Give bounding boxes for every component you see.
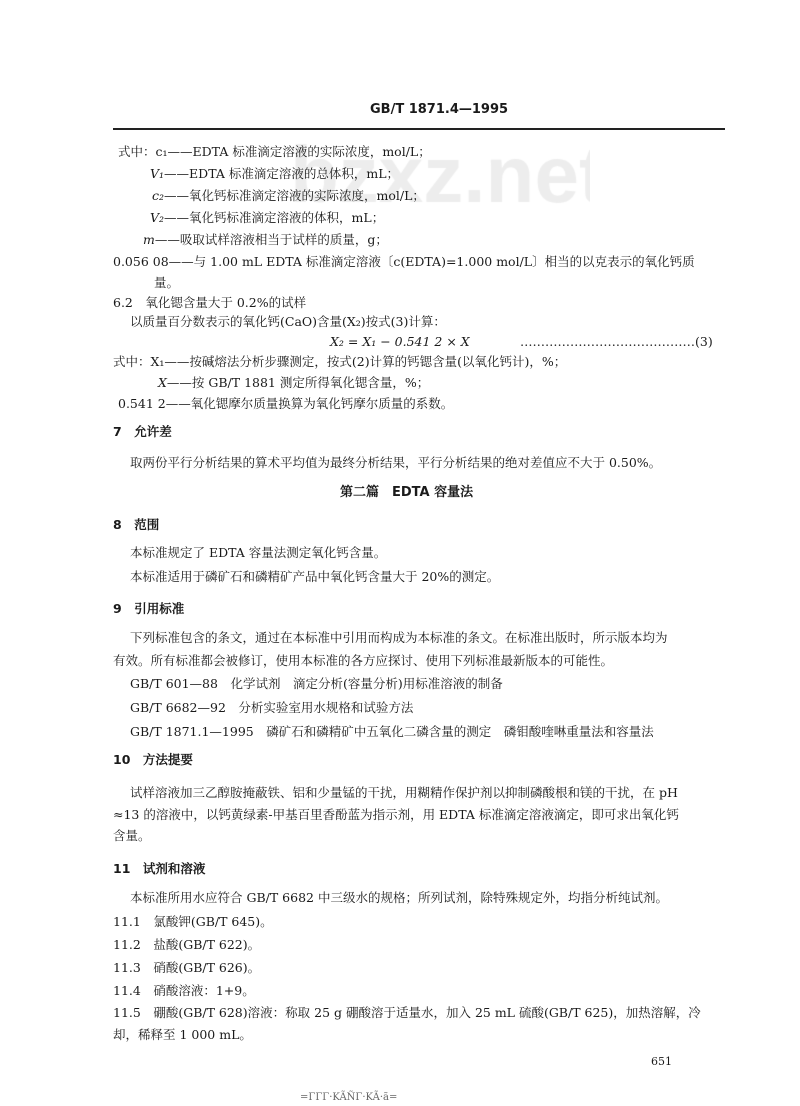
symbol: V₁ xyxy=(150,166,165,181)
symbol: X xyxy=(158,375,167,390)
section-11-para: 本标准所用水应符合 GB/T 6682 中三级水的规格；所列试剂，除特殊规定外，均指分析纯试剂。 xyxy=(130,890,668,905)
section-7-title: 7 允许差 xyxy=(113,424,172,439)
symbol: V₂ xyxy=(150,210,165,225)
section-6-2-para: 以质量百分数表示的氧化钙(CaO)含量(X₂)按式(3)计算： xyxy=(130,314,446,329)
section-9-para: 下列标准包含的条文，通过在本标准中引用而构成为本标准的条文。在标准出版时，所示版本均为 xyxy=(130,630,668,645)
section-9-title: 9 引用标准 xyxy=(113,601,185,616)
header-std-number: GB/T 1871.4—1995 xyxy=(370,102,509,117)
section-8-line: 本标准规定了 EDTA 容量法测定氧化钙含量。 xyxy=(130,545,387,560)
page-number: 651 xyxy=(651,1055,672,1068)
symbol: c₂ xyxy=(152,188,165,203)
section-8-line: 本标准适用于磷矿石和磷精矿产品中氧化钙含量大于 20%的测定。 xyxy=(130,569,500,584)
reagent-item: 11.4 硝酸溶液：1+9。 xyxy=(113,983,255,998)
footer-text: =ΓΓΓ·KÃÑΓ·KÃ·ã= xyxy=(300,1092,398,1103)
reagent-item: 11.1 氯酸钾(GB/T 645)。 xyxy=(113,914,273,929)
definition: ——EDTA 标准滴定溶液的总体积，mL； xyxy=(164,166,400,181)
formula-3: X₂ = X₁ − 0.541 2 × X xyxy=(330,334,470,349)
reference-item: GB/T 601—88 化学试剂 滴定分析(容量分析)用标准溶液的制备 xyxy=(130,676,503,691)
continuation: 量。 xyxy=(154,275,180,290)
reagent-item-continuation: 却，稀释至 1 000 mL。 xyxy=(113,1027,252,1042)
symbol: 0.541 2 xyxy=(118,396,166,411)
section-9-para: 有效。所有标准都会被修订，使用本标准的各方应探讨、使用下列标准最新版本的可能性。 xyxy=(113,653,614,668)
definition: ——按 GB/T 1881 测定所得氧化锶含量，%； xyxy=(166,375,430,390)
definition: ——EDTA 标准滴定溶液的实际浓度，mol/L； xyxy=(167,144,431,159)
section-10-title: 10 方法提要 xyxy=(113,752,193,767)
reagent-item: 11.2 盐酸(GB/T 622)。 xyxy=(113,937,261,952)
symbol: 式中：X₁ xyxy=(113,354,165,369)
section-10-line: ≈13 的溶液中，以钙黄绿素-甲基百里香酚蓝为指示剂，用 EDTA 标准滴定溶液滴定，即可求出氧化钙 xyxy=(113,807,679,822)
definition: ——吸取试样溶液相当于试样的质量，g； xyxy=(154,232,388,247)
header-rule xyxy=(113,128,725,130)
symbol: m xyxy=(143,232,155,247)
definition: ——按碱熔法分析步骤测定，按式(2)计算的钙锶含量(以氧化钙计)，%； xyxy=(164,354,567,369)
reference-item: GB/T 6682—92 分析实验室用水规格和试验方法 xyxy=(130,700,414,715)
part-2-title: 第二篇 EDTA 容量法 xyxy=(340,485,474,500)
definition: ——氧化钙标准滴定溶液的实际浓度，mol/L； xyxy=(164,188,425,203)
definition: ——与 1.00 mL EDTA 标准滴定溶液〔c(EDTA)=1.000 mol/L〕相当的以克表示的氧化钙质 xyxy=(168,254,695,269)
symbol: 0.056 08 xyxy=(113,254,169,269)
definition: ——氧化钙标准滴定溶液的体积，mL； xyxy=(164,210,385,225)
section-11-title: 11 试剂和溶液 xyxy=(113,861,206,876)
section-10-line: 试样溶液加三乙醇胺掩蔽铁、铝和少量锰的干扰，用糊精作保护剂以抑制磷酸根和镁的干扰，在 pH xyxy=(130,785,678,800)
reagent-item: 11.3 硝酸(GB/T 626)。 xyxy=(113,960,261,975)
symbol: 式中：c₁ xyxy=(118,144,168,159)
reference-item: GB/T 1871.1—1995 磷矿石和磷精矿中五氧化二磷含量的测定 磷钼酸喹啉重量法和容量法 xyxy=(130,724,654,739)
section-8-title: 8 范围 xyxy=(113,517,160,532)
definition: ——氧化锶摩尔质量换算为氧化钙摩尔质量的系数。 xyxy=(165,396,454,411)
formula-number: ……………………………………(3) xyxy=(520,334,713,349)
reagent-item: 11.5 硼酸(GB/T 628)溶液：称取 25 g 硼酸溶于适量水，加入 25 mL 硫酸(GB/T 625)，加热溶解，冷 xyxy=(113,1005,701,1020)
section-10-line: 含量。 xyxy=(113,828,151,843)
section-6-2-title: 6.2 氧化锶含量大于 0.2%的试样 xyxy=(113,295,307,310)
section-7-para: 取两份平行分析结果的算术平均值为最终分析结果，平行分析结果的绝对差值应不大于 0.50%。 xyxy=(130,455,662,470)
